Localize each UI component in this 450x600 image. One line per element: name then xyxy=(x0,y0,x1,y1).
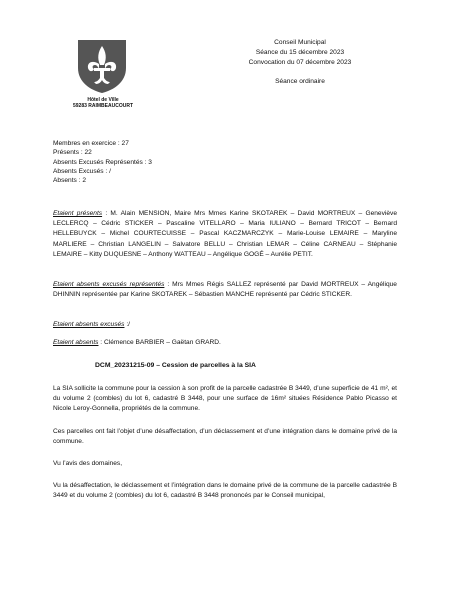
stat-membres: Membres en exercice : 27 xyxy=(53,140,129,147)
deliberation-title: DCM_20231215-09 – Cession de parcelles à la SIA xyxy=(95,362,256,369)
fleur-de-lis-shield-icon xyxy=(76,38,128,94)
absent-label: Etaient absents xyxy=(53,339,99,346)
town-hall-label: Hôtel de Ville xyxy=(87,97,119,103)
body-paragraph-3: Vu l’avis des domaines, xyxy=(53,460,123,467)
excused-list: :/ xyxy=(124,321,130,328)
stat-represented: Absents Excusés Représentés : 3 xyxy=(53,158,152,166)
excused-paragraph xyxy=(53,320,397,330)
represented-label: Etaient absents excusés représentés xyxy=(53,281,165,288)
header-convocation-date: Convocation du 07 décembre 2023 xyxy=(248,59,352,66)
represented-list: : Mrs Mmes Régis SALLEZ représenté par David MORTREUX – Angélique DHINNIN représentée par Karine SKOTAREK – Sébastien MANCHE représenté par Cédric STICKER. xyxy=(53,281,397,299)
header-session-type: Séance ordinaire xyxy=(275,78,325,85)
present-list: : M. Alain MENSION, Maire Mrs Mmes Karine SKOTAREK – David MORTREUX – Geneviève LECLERCQ – Cédric STICKER – Pascaline VITELLARO – Maria IULIANO – Bernard TRICOT – Bernard HELLEBUYCK – Michel COURTECUISSE – Pascal KACZMARCZYK – Marie-Louise LEMAIRE – Maryline MARLIERE – Christian LANGELIN – Salvatore BELLU – Christian LEMAR – Céline CARNEAU – Stéphanie LEMAIRE – Kitty DUQUESNE – Anthony WATTEAU – Angélique GOGÉ – Aurélie PETIT. xyxy=(53,210,397,258)
header-council: Conseil Municipal xyxy=(274,39,326,46)
present-label: Etaient présents xyxy=(53,210,103,217)
postal-address: 59283 RAIMBEAUCOURT xyxy=(72,103,133,109)
body-paragraph-2: Ces parcelles ont fait l’objet d’une désaffectation, d’un déclassement et d’une intégration dans le domaine privé de la commune. xyxy=(53,428,397,446)
body-paragraph-4: Vu la désaffectation, le déclassement et l’intégration dans le domaine privé de la commune de la parcelle cadastrée B 3449 et du volume 2 (combles) du lot 6, cadastré B 3448 prononcés par le Conseil municipal, xyxy=(53,482,397,500)
absent-list: : Clémence BARBIER – Gaëtan GRARD. xyxy=(98,339,221,346)
stat-excused: Absents Excusés : / xyxy=(53,167,111,175)
meeting-header xyxy=(230,38,370,87)
present-members-paragraph xyxy=(53,209,397,260)
excused-label: Etaient absents excusés xyxy=(53,321,125,328)
stat-presents: Présents : 22 xyxy=(53,149,92,157)
body-paragraph-1: La SIA sollicite la commune pour la cession à son profit de la parcelle cadastrée B 3449, d’une superficie de 41 m², et du volume 2 (combles) du lot 6, cadastré B 3448, pour une surface de 16m² situées Résidence Pablo Picasso et Nicole Leroy-Gonnella, propriétés de la commune. xyxy=(53,385,397,413)
absent-paragraph xyxy=(53,338,397,348)
represented-paragraph xyxy=(53,280,397,300)
stat-absents: Absents : 2 xyxy=(53,177,86,185)
attendance-stats xyxy=(53,139,152,185)
header-session-date: Séance du 15 décembre 2023 xyxy=(255,49,345,56)
